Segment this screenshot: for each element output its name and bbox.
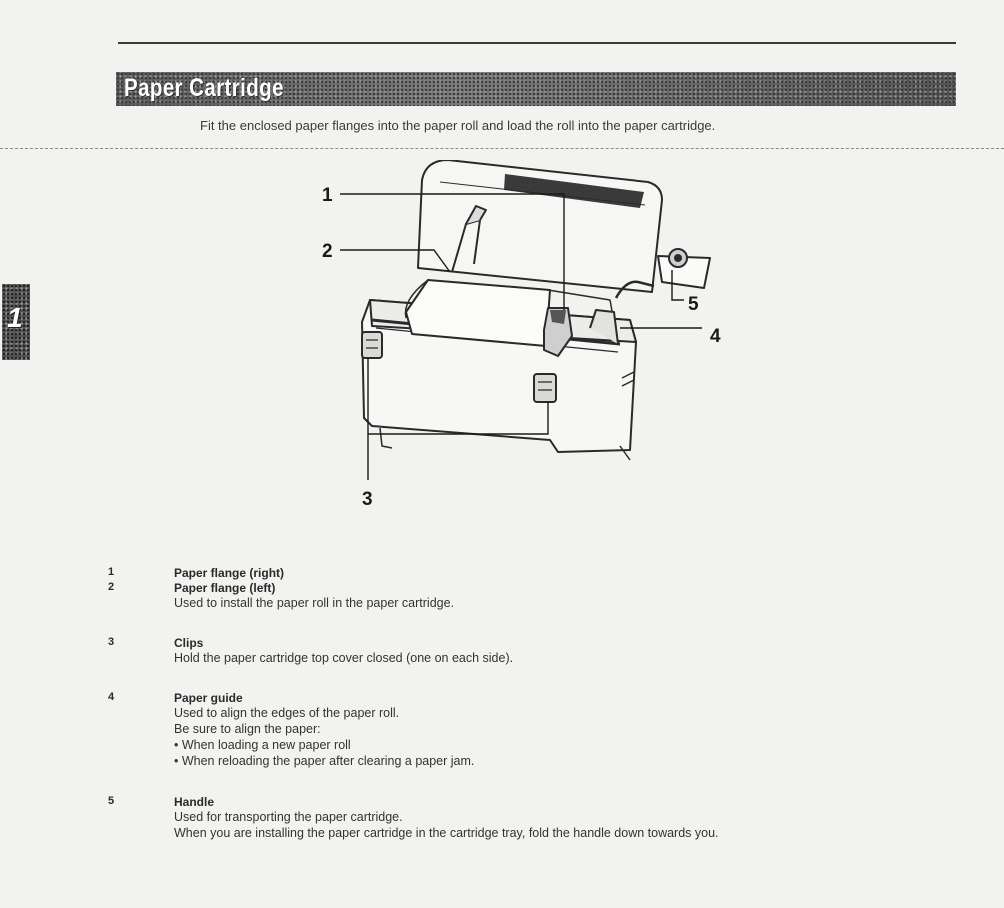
chapter-tab <box>2 284 30 360</box>
legend-term: Paper guide <box>174 691 243 705</box>
left-clip <box>362 332 382 358</box>
legend-item-3 <box>108 636 968 691</box>
legend-number: 1 <box>108 566 115 578</box>
legend-description: Used to install the paper roll in the paper cartridge. <box>174 596 455 610</box>
legend-number: 4 <box>108 691 115 703</box>
legend-term: Handle <box>174 795 215 809</box>
legend-number: 2 <box>108 581 115 593</box>
legend-bullet: • When loading a new paper roll <box>174 738 351 752</box>
legend-description: Used to align the edges of the paper roll. <box>174 706 400 720</box>
legend-description: Hold the paper cartridge top cover closed (one on each side). <box>174 651 514 665</box>
callout-3: 3 <box>362 489 373 510</box>
page-title: Paper Cartridge <box>124 74 284 102</box>
legend-item-1 <box>108 566 968 581</box>
legend-description: When you are installing the paper cartridge in the cartridge tray, fold the handle down towards you. <box>174 826 719 840</box>
callout-4: 4 <box>710 326 721 347</box>
legend-number: 3 <box>108 636 115 648</box>
title-bar <box>116 72 956 106</box>
legend-description: Be sure to align the paper: <box>174 722 321 736</box>
callout-2: 2 <box>322 241 333 262</box>
parts-legend <box>108 566 968 845</box>
paper-cartridge-diagram <box>300 160 740 530</box>
right-clip <box>534 374 556 402</box>
legend-description: Used for transporting the paper cartridge. <box>174 810 403 824</box>
legend-term: Clips <box>174 636 204 650</box>
legend-item-2 <box>108 581 968 636</box>
callout-1: 1 <box>322 185 333 206</box>
chapter-number: 1 <box>7 302 23 333</box>
top-rule <box>118 42 956 44</box>
legend-number: 5 <box>108 795 115 807</box>
legend-bullet: • When reloading the paper after clearing a paper jam. <box>174 754 475 768</box>
legend-item-4 <box>108 691 968 795</box>
cartridge-illustration <box>300 160 740 530</box>
section-divider <box>0 148 1004 149</box>
legend-term: Paper flange (right) <box>174 566 285 580</box>
legend-term: Paper flange (left) <box>174 581 276 595</box>
paper-roll <box>406 280 550 346</box>
intro-text: Fit the enclosed paper flanges into the paper roll and load the roll into the paper cartridge. <box>200 118 716 133</box>
callout-5: 5 <box>688 294 699 315</box>
legend-item-5 <box>108 795 968 845</box>
